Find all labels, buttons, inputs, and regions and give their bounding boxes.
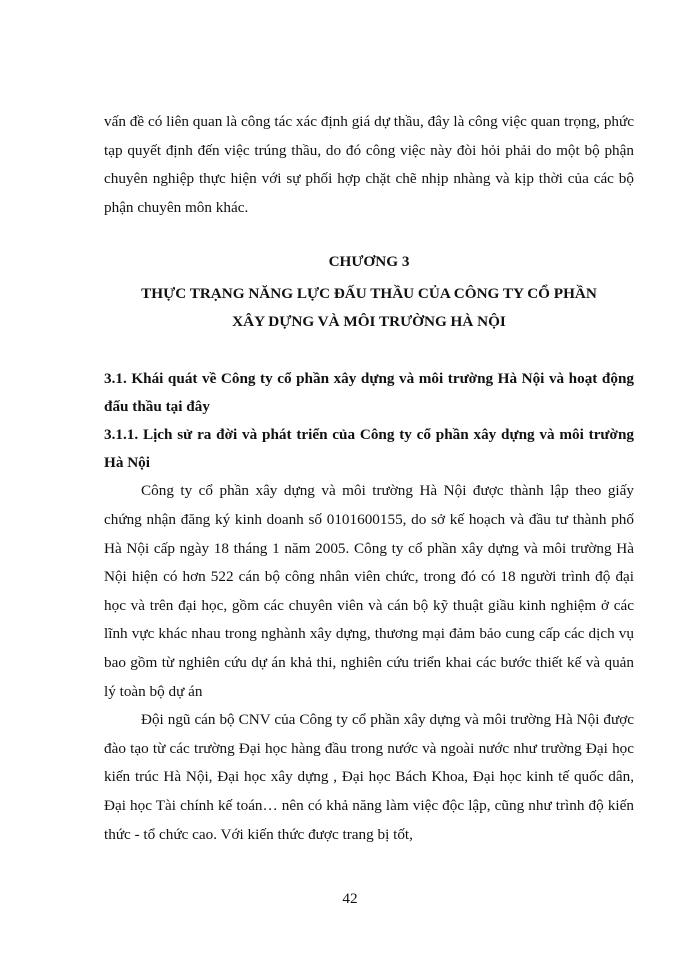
- chapter-title: [104, 280, 634, 336]
- intro-paragraph: vấn đề có liên quan là công tác xác định giá dự thầu, đây là công việc quan trọng, phức tạp quyết định đến việc trúng thầu, do đó công việc này đòi hỏi phải do một bộ phận chuyên nghiệp thực hiện với sự phối hợp chặt chẽ nhịp nhàng và kịp thời của các bộ phận chuyên môn khác.: [104, 113, 634, 216]
- section-heading-3-1-1: 3.1.1. Lịch sử ra đời và phát triển của Công ty cổ phần xây dựng và môi trường Hà Nội: [104, 426, 634, 472]
- chapter-title-line-1: THỰC TRẠNG NĂNG LỰC ĐẤU THẦU CỦA CÔNG TY CỔ PHẦN: [141, 285, 597, 303]
- body-paragraph-1: Công ty cổ phần xây dựng và môi trường Hà Nội được thành lập theo giấy chứng nhận đăng ký kinh doanh số 0101600155, do sở kế hoạch và đầu tư thành phố Hà Nội cấp ngày 18 tháng 1 năm 2005. Công ty cổ phần xây dựng và môi trường Hà Nội hiện có hơn 522 cán bộ công nhân viên chức, trong đó có 18 người trình độ đại học và trên đại học, gồm các chuyên viên và cán bộ kỹ thuật giầu kinh nghiệm ở các lĩnh vực khác nhau trong nghành xây dựng, thương mại đảm bảo cung cấp các dịch vụ bao gồm từ nghiên cứu dự án khả thi, nghiên cứu triển khai các bước thiết kế và quản lý toàn bộ dự án: [104, 482, 634, 700]
- section-heading-3-1: 3.1. Khái quát về Công ty cổ phần xây dựng và môi trường Hà Nội và hoạt động đấu thầu tại đây: [104, 370, 634, 416]
- document-page: [104, 108, 634, 849]
- body-paragraph-2: Đội ngũ cán bộ CNV của Công ty cổ phần xây dựng và môi trường Hà Nội được đào tạo từ các trường Đại học hàng đầu trong nước và ngoài nước như trường Đại học kiến trúc Hà Nội, Đại học xây dựng , Đại học Bách Khoa, Đại học kinh tế quốc dân, Đại học Tài chính kế toán… nên có khả năng làm việc độc lập, cũng như trình độ kiến thức - tổ chức cao. Với kiến thức được trang bị tốt,: [104, 711, 634, 843]
- page-number: 42: [342, 890, 358, 907]
- chapter-title-line-2: XÂY DỰNG VÀ MÔI TRƯỜNG HÀ NỘI: [232, 313, 506, 331]
- chapter-number: CHƯƠNG 3: [328, 253, 410, 271]
